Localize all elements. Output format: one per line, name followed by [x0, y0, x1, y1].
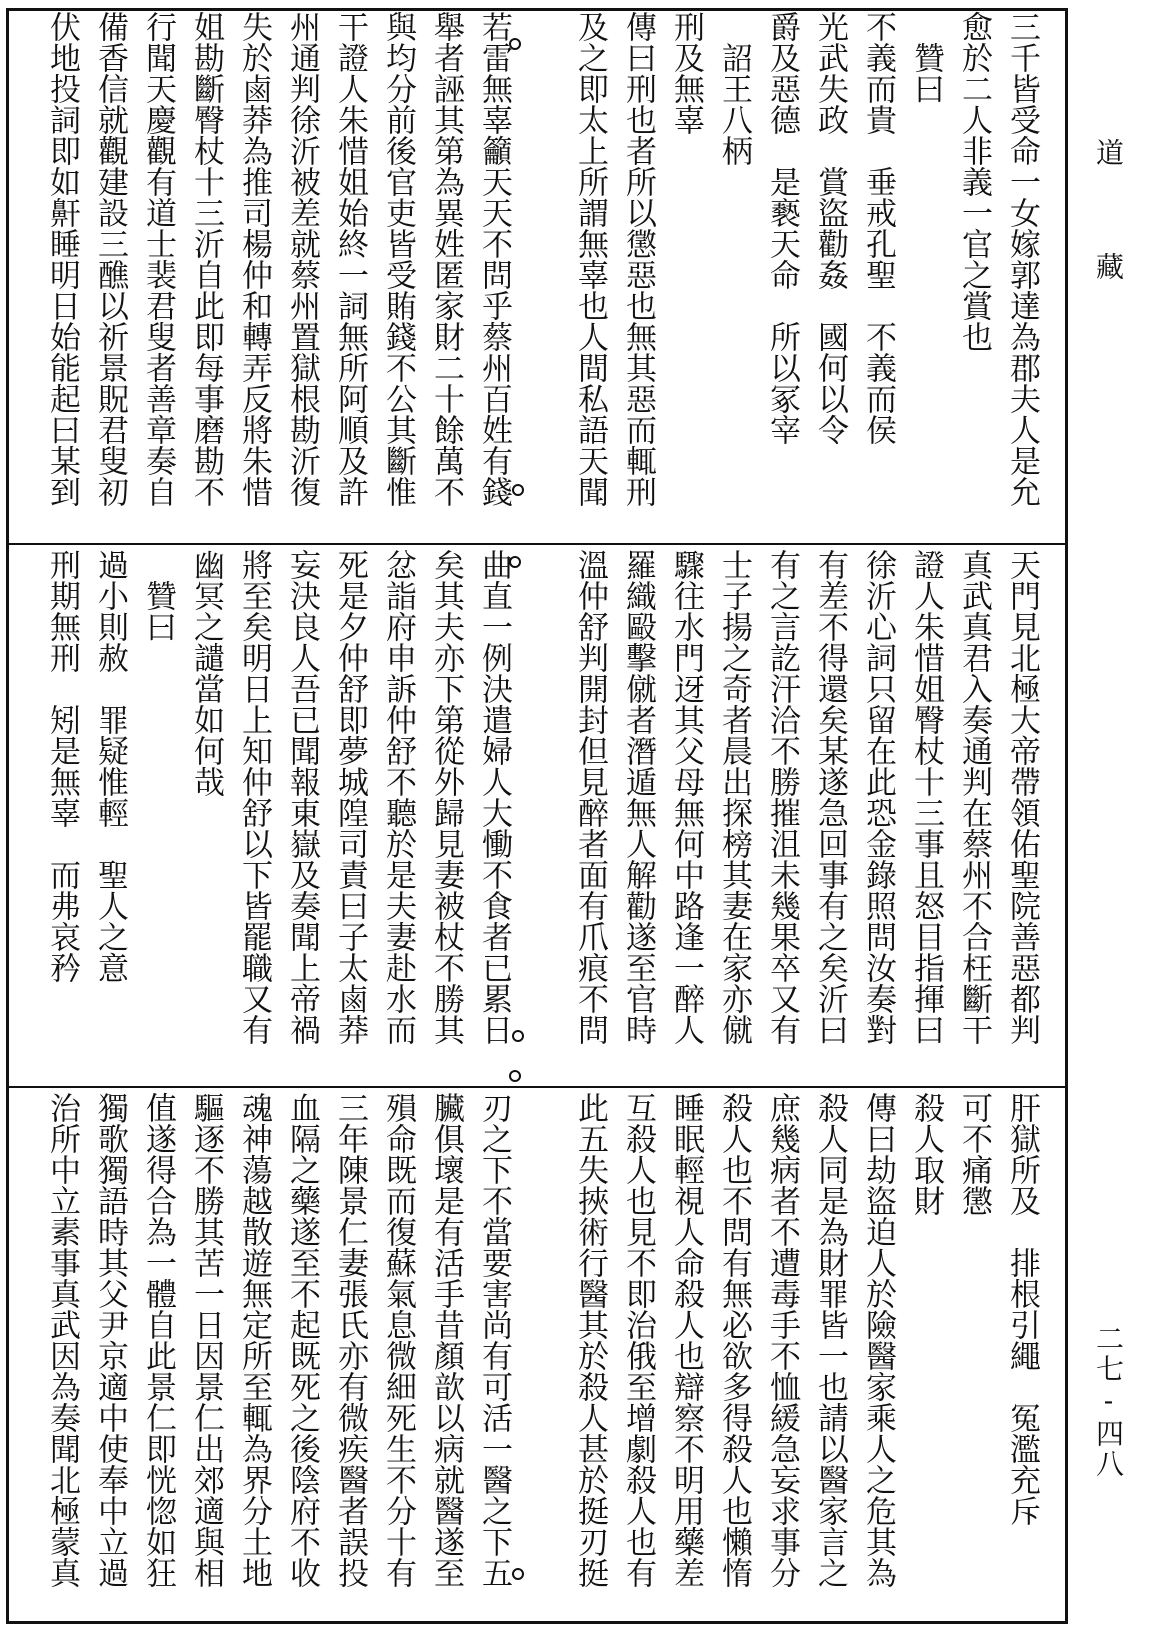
text-column: 殞命既而復蘇氣息微細死生不分十有 [380, 1092, 416, 1588]
register-divider [9, 543, 1065, 545]
text-register [9, 549, 1065, 1081]
text-column: 姐勘斷臀杖十三沂自此即每事磨勘不 [188, 11, 224, 507]
text-column: 失於鹵莽為推司楊仲和轉弄反將朱惜 [236, 11, 272, 507]
text-column: 殺人取財 [908, 1092, 944, 1216]
text-column: 爵及惡德 是褻天命 所以冢宰 [764, 11, 800, 445]
text-column: 舉者誣其第為異姓匿家財二十餘萬不 [428, 11, 464, 507]
margin-title-char: 道 [1092, 138, 1125, 176]
text-column: 行聞天慶觀有道士裴君叟者善章奏自 [140, 11, 176, 507]
text-column: 矣其夫亦下第從外歸見妻被杖不勝其 [428, 549, 464, 1045]
text-column: 刑及無辜 [668, 11, 704, 135]
register-divider [9, 1086, 1065, 1088]
text-column: 證人朱惜姐臀杖十三事且怒目指揮曰 [908, 549, 944, 1045]
text-column: 與均分前後官吏皆受賄錢不公其斷惟 [380, 11, 416, 507]
text-column: 真武真君入奏通判在蔡州不合枉斷干 [956, 549, 992, 1045]
text-column: 睡眠輕視人命殺人也辯察不明用藥差 [668, 1092, 704, 1588]
margin-title-char: 藏 [1092, 252, 1125, 280]
text-column: 傳曰刑也者所以懲惡也無其惡而輒刑 [620, 11, 656, 507]
text-column: 若雷無辜籲天天不問乎蔡州百姓有錢 [476, 11, 512, 507]
text-column: 贊曰 [140, 549, 176, 642]
text-column: 三千皆受命一女嫁郭達為郡夫人是允 [1004, 11, 1040, 507]
text-column: 曲直一例決遣婦人大慟不食者已累日 [476, 549, 512, 1045]
text-column: 贊曰 [908, 11, 944, 104]
text-column: 有之言訖汗洽不勝摧沮未幾果卒又有 [764, 549, 800, 1045]
text-column: 伏地投詞即如鼾睡明日始能起曰某到 [44, 11, 80, 507]
text-column: 有差不得還矣某遂急回事有之矣沂曰 [812, 549, 848, 1045]
text-column: 士子揚之奇者晨出探榜其妻在家亦僦 [716, 549, 752, 1045]
text-column: 詔王八柄 [716, 11, 752, 166]
text-column: 過小則赦 罪疑惟輕 聖人之意 [92, 549, 128, 983]
text-column: 徐沂心詞只留在此恐金錄照問汝奏對 [860, 549, 896, 1045]
text-column: 肝獄所及 排根引繩 冤濫充斥 [1004, 1092, 1040, 1526]
text-column: 妄決良人吾已聞報東嶽及奏聞上帝禍 [284, 549, 320, 1045]
text-column: 不義而貴 垂戒孔聖 不義而侯 [860, 11, 896, 445]
text-column: 州通判徐沂被差就蔡州置獄根勘沂復 [284, 11, 320, 507]
text-column: 獨歌獨語時其父尹京適中使奉中立過 [92, 1092, 128, 1588]
text-column: 可不痛懲 [956, 1092, 992, 1216]
text-column: 治所中立素事真武因為奏聞北極蒙真 [44, 1092, 80, 1588]
text-column: 刑期無刑 矧是無辜 而弗哀矜 [44, 549, 80, 983]
text-register [9, 1092, 1065, 1621]
text-column: 天門見北極大帝帶領佑聖院善惡都判 [1004, 549, 1040, 1045]
text-column: 殺人也不問有無必欲多得殺人也懶惰 [716, 1092, 752, 1588]
margin-page-number: 二七-四八 [1092, 1324, 1125, 1479]
text-column: 及之即太上所謂無辜也人間私語天聞 [572, 11, 608, 507]
text-column: 愈於二人非義一官之賞也 [956, 11, 992, 352]
text-column: 庶幾病者不遭毒手不恤緩急妄求事分 [764, 1092, 800, 1588]
text-column: 此五失挾術行醫其於殺人甚於挺刃挺 [572, 1092, 608, 1588]
text-column: 羅織毆擊僦者潛遁無人解勸遂至官時 [620, 549, 656, 1045]
text-column: 備香信就觀建設三醮以祈景貺君叟初 [92, 11, 128, 507]
text-column: 三年陳景仁妻張氏亦有微疾醫者誤投 [332, 1092, 368, 1588]
text-column: 傳曰劫盜迫人於險醫家乘人之危其為 [860, 1092, 896, 1588]
text-register [9, 11, 1065, 538]
text-column: 驅逐不勝其苦一日因景仁出郊適與相 [188, 1092, 224, 1588]
text-column: 溫仲舒判開封但見醉者面有爪痕不問 [572, 549, 608, 1045]
text-column: 幽冥之譴當如何哉 [188, 549, 224, 797]
text-column: 死是夕仲舒即夢城隍司責曰子太鹵莽 [332, 549, 368, 1045]
text-column: 驟往水門迓其父母無何中路逢一醉人 [668, 549, 704, 1045]
text-column: 干證人朱惜姐始終一詞無所阿順及許 [332, 11, 368, 507]
text-column: 光武失政 賞盜勸姦 國何以令 [812, 11, 848, 445]
text-column: 將至矣明日上知仲舒以下皆罷職又有 [236, 549, 272, 1045]
text-column: 臟俱壞是有活手昔顏歆以病就醫遂至 [428, 1092, 464, 1588]
text-column: 互殺人也見不即治俄至增劇殺人也有 [620, 1092, 656, 1588]
text-column: 刃之下不當要害尚有可活一醫之下五 [476, 1092, 512, 1588]
text-column: 值遂得合為一體自此景仁即恍惚如狂 [140, 1092, 176, 1588]
text-column: 忿詣府申訴仲舒不聽於是夫妻赴水而 [380, 549, 416, 1045]
text-column: 殺人同是為財罪皆一也請以醫家言之 [812, 1092, 848, 1588]
text-column: 血隔之藥遂至不起既死之後陰府不收 [284, 1092, 320, 1588]
text-column: 魂神蕩越散遊無定所至輒為界分土地 [236, 1092, 272, 1588]
